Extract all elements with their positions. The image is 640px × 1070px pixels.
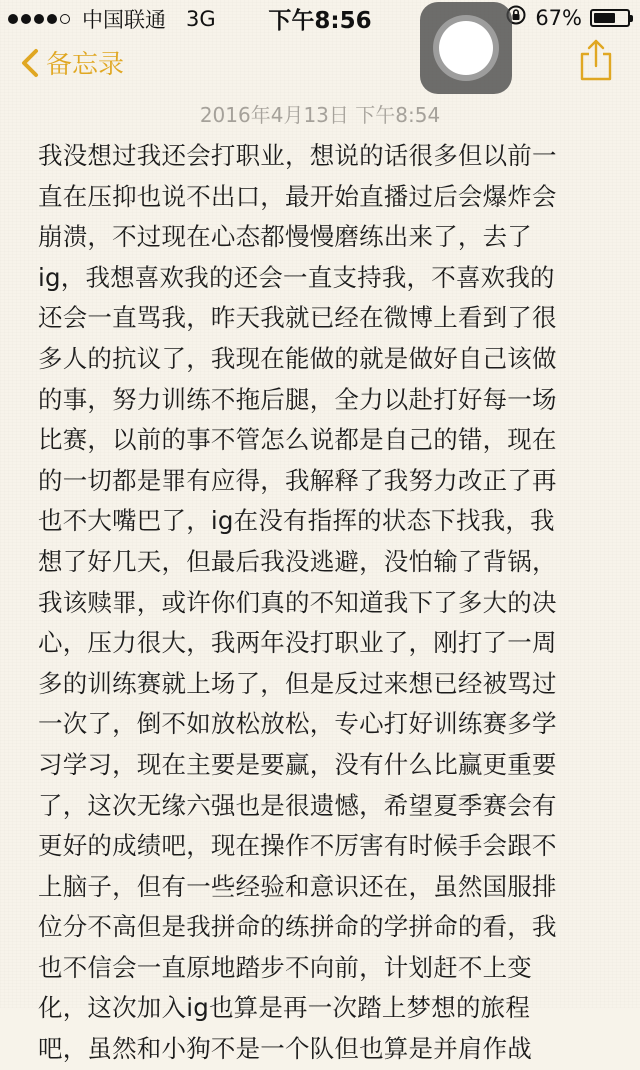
note-line: 也不信会一直原地踏步不向前，计划赶不上变 (38, 952, 532, 982)
back-button[interactable] (20, 44, 124, 81)
back-label: 备忘录 (46, 50, 125, 80)
note-line: 比赛，以前的事不管怎么说都是自己的错，现在 (38, 425, 557, 455)
note-line: 的事，努力训练不拖后腿，全力以赴打好每一场 (38, 384, 557, 414)
note-line: 崩溃，不过现在心态都慢慢磨练出来了，去了 (38, 222, 532, 252)
note-line: 了，这次无缘六强也是很遗憾，希望夏季赛会有 (38, 790, 557, 820)
note-line: 习学习，现在主要是要赢，没有什么比赢更重要 (38, 749, 557, 779)
battery-icon (590, 9, 630, 27)
note-line: 多人的抗议了，我现在能做的就是做好自己该做 (38, 343, 557, 373)
note-line: 化，这次加入ig也算是再一次踏上梦想的旅程 (38, 993, 531, 1023)
note-line: 我该赎罪，或许你们真的不知道我下了多大的决 (38, 587, 557, 617)
battery-level (594, 13, 615, 23)
status-right (505, 4, 630, 31)
note-line: 想了好几天，但最后我没逃避，没怕输了背锅， (38, 546, 557, 576)
share-button[interactable] (576, 38, 616, 82)
note-line: 上脑子，但有一些经验和意识还在，虽然国服排 (38, 871, 557, 901)
note-line: ig，我想喜欢我的还会一直支持我，不喜欢我的 (38, 262, 555, 292)
note-line: 一次了，倒不如放松放松，专心打好训练赛多学 (38, 709, 557, 739)
note-line: 我没想过我还会打职业，想说的话很多但以前一 (38, 141, 557, 170)
status-time: 下午8:56 (268, 8, 372, 34)
note-line: 的一切都是罪有应得，我解释了我努力改正了再 (38, 465, 557, 495)
note-line: 心，压力很大，我两年没打职业了，刚打了一周 (38, 628, 557, 658)
note-line: 还会一直骂我，昨天我就已经在微博上看到了很 (38, 303, 557, 333)
note-line: 吧，虽然和小狗不是一个队但也算是并肩作战 (38, 1034, 532, 1064)
assistive-touch-inner-circle (439, 21, 493, 75)
share-icon (576, 67, 616, 86)
note-line: 更好的成绩吧，现在操作不厉害有时候手会跟不 (38, 831, 557, 861)
network-type: 3G (186, 7, 216, 31)
status-bar (0, 0, 640, 34)
carrier-name: 中国联通 (82, 8, 166, 32)
note-line: 直在压抑也说不出口，最开始直播过后会爆炸会 (38, 181, 557, 211)
note-body[interactable] (38, 136, 618, 1070)
note-line: 多的训练赛就上场了，但是反过来想已经被骂过 (38, 668, 557, 698)
note-line: 也不大嘴巴了，ig在没有指挥的状态下找我，我 (38, 506, 555, 536)
assistive-touch-button[interactable] (420, 2, 512, 94)
battery-percent: 67% (535, 5, 582, 30)
chevron-left-icon (20, 48, 40, 78)
note-line: 位分不高但是我拼命的练拼命的学拼命的看，我 (38, 912, 557, 942)
note-date: 2016年4月13日 下午8:54 (199, 103, 441, 127)
